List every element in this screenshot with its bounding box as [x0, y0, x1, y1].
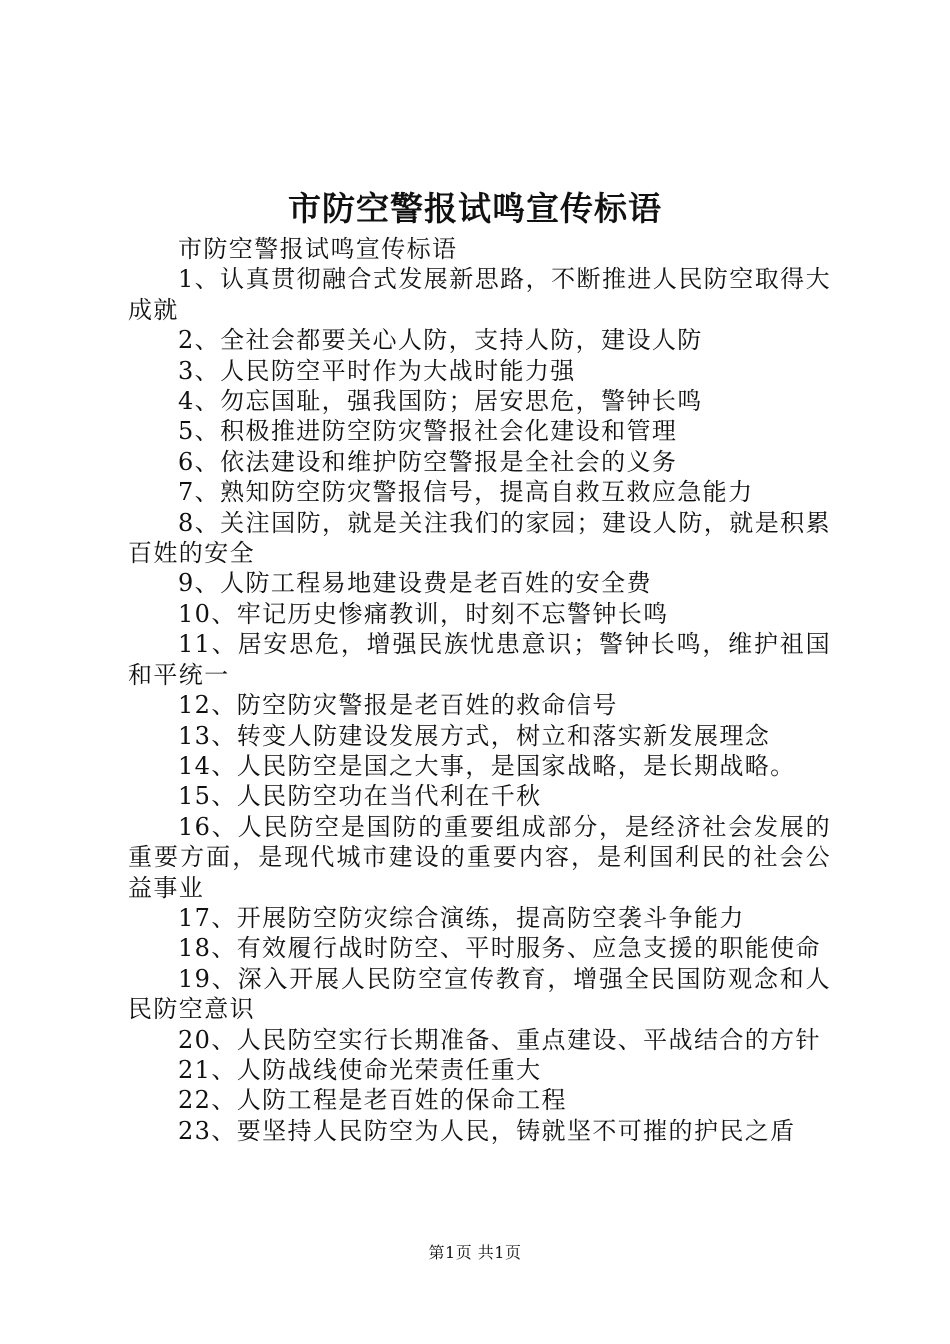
slogan-item: 22、人防工程是老百姓的保命工程 [178, 1086, 567, 1115]
slogan-item: 19、深入开展人民防空宣传教育，增强全民国防观念和人民防空意识 [128, 964, 831, 1024]
page-title: 市防空警报试鸣宣传标语 [288, 189, 662, 228]
page-footer: 第1页 共1页 [428, 1243, 522, 1262]
slogan-item: 23、要坚持人民防空为人民，铸就坚不可摧的护民之盾 [178, 1116, 796, 1145]
slogan-item: 13、转变人防建设发展方式，树立和落实新发展理念 [178, 721, 771, 750]
slogan-item: 3、人民防空平时作为大战时能力强 [178, 356, 576, 385]
slogan-item: 10、牢记历史惨痛教训，时刻不忘警钟长鸣 [178, 599, 669, 628]
slogan-item: 2、全社会都要关心人防，支持人防，建设人防 [178, 326, 703, 355]
slogan-item: 15、人民防空功在当代利在千秋 [178, 782, 542, 811]
document-subtitle: 市防空警报试鸣宣传标语 [178, 235, 458, 263]
document-body [128, 234, 831, 1146]
slogan-item: 6、依法建设和维护防空警报是全社会的义务 [178, 447, 678, 476]
slogan-item: 1、认真贯彻融合式发展新思路，不断推进人民防空取得大成就 [128, 265, 831, 324]
slogan-item: 16、人民防空是国防的重要组成部分，是经济社会发展的重要方面，是现代城市建设的重要内容，是利国利民的社会公益事业 [128, 812, 831, 902]
slogan-item: 17、开展防空防灾综合演练，提高防空袭斗争能力 [178, 903, 745, 932]
slogan-item: 21、人防战线使命光荣责任重大 [178, 1055, 542, 1084]
slogan-item: 12、防空防灾警报是老百姓的救命信号 [178, 691, 618, 720]
slogan-item: 8、关注国防，就是关注我们的家园；建设人防，就是积累百姓的安全 [128, 508, 831, 568]
slogan-item: 14、人民防空是国之大事，是国家战略，是长期战略。 [178, 751, 796, 780]
slogan-item: 20、人民防空实行长期准备、重点建设、平战结合的方针 [178, 1025, 821, 1054]
slogan-item: 5、积极推进防空防灾警报社会化建设和管理 [178, 417, 678, 446]
slogan-item: 11、居安思危，增强民族忧患意识；警钟长鸣，维护祖国和平统一 [128, 630, 831, 689]
slogan-item: 18、有效履行战时防空、平时服务、应急支援的职能使命 [178, 934, 821, 963]
slogan-item: 7、熟知防空防灾警报信号，提高自救互救应急能力 [178, 478, 754, 507]
slogan-item: 4、勿忘国耻，强我国防；居安思危，警钟长鸣 [178, 387, 703, 416]
slogan-item: 9、人防工程易地建设费是老百姓的安全费 [178, 569, 652, 598]
